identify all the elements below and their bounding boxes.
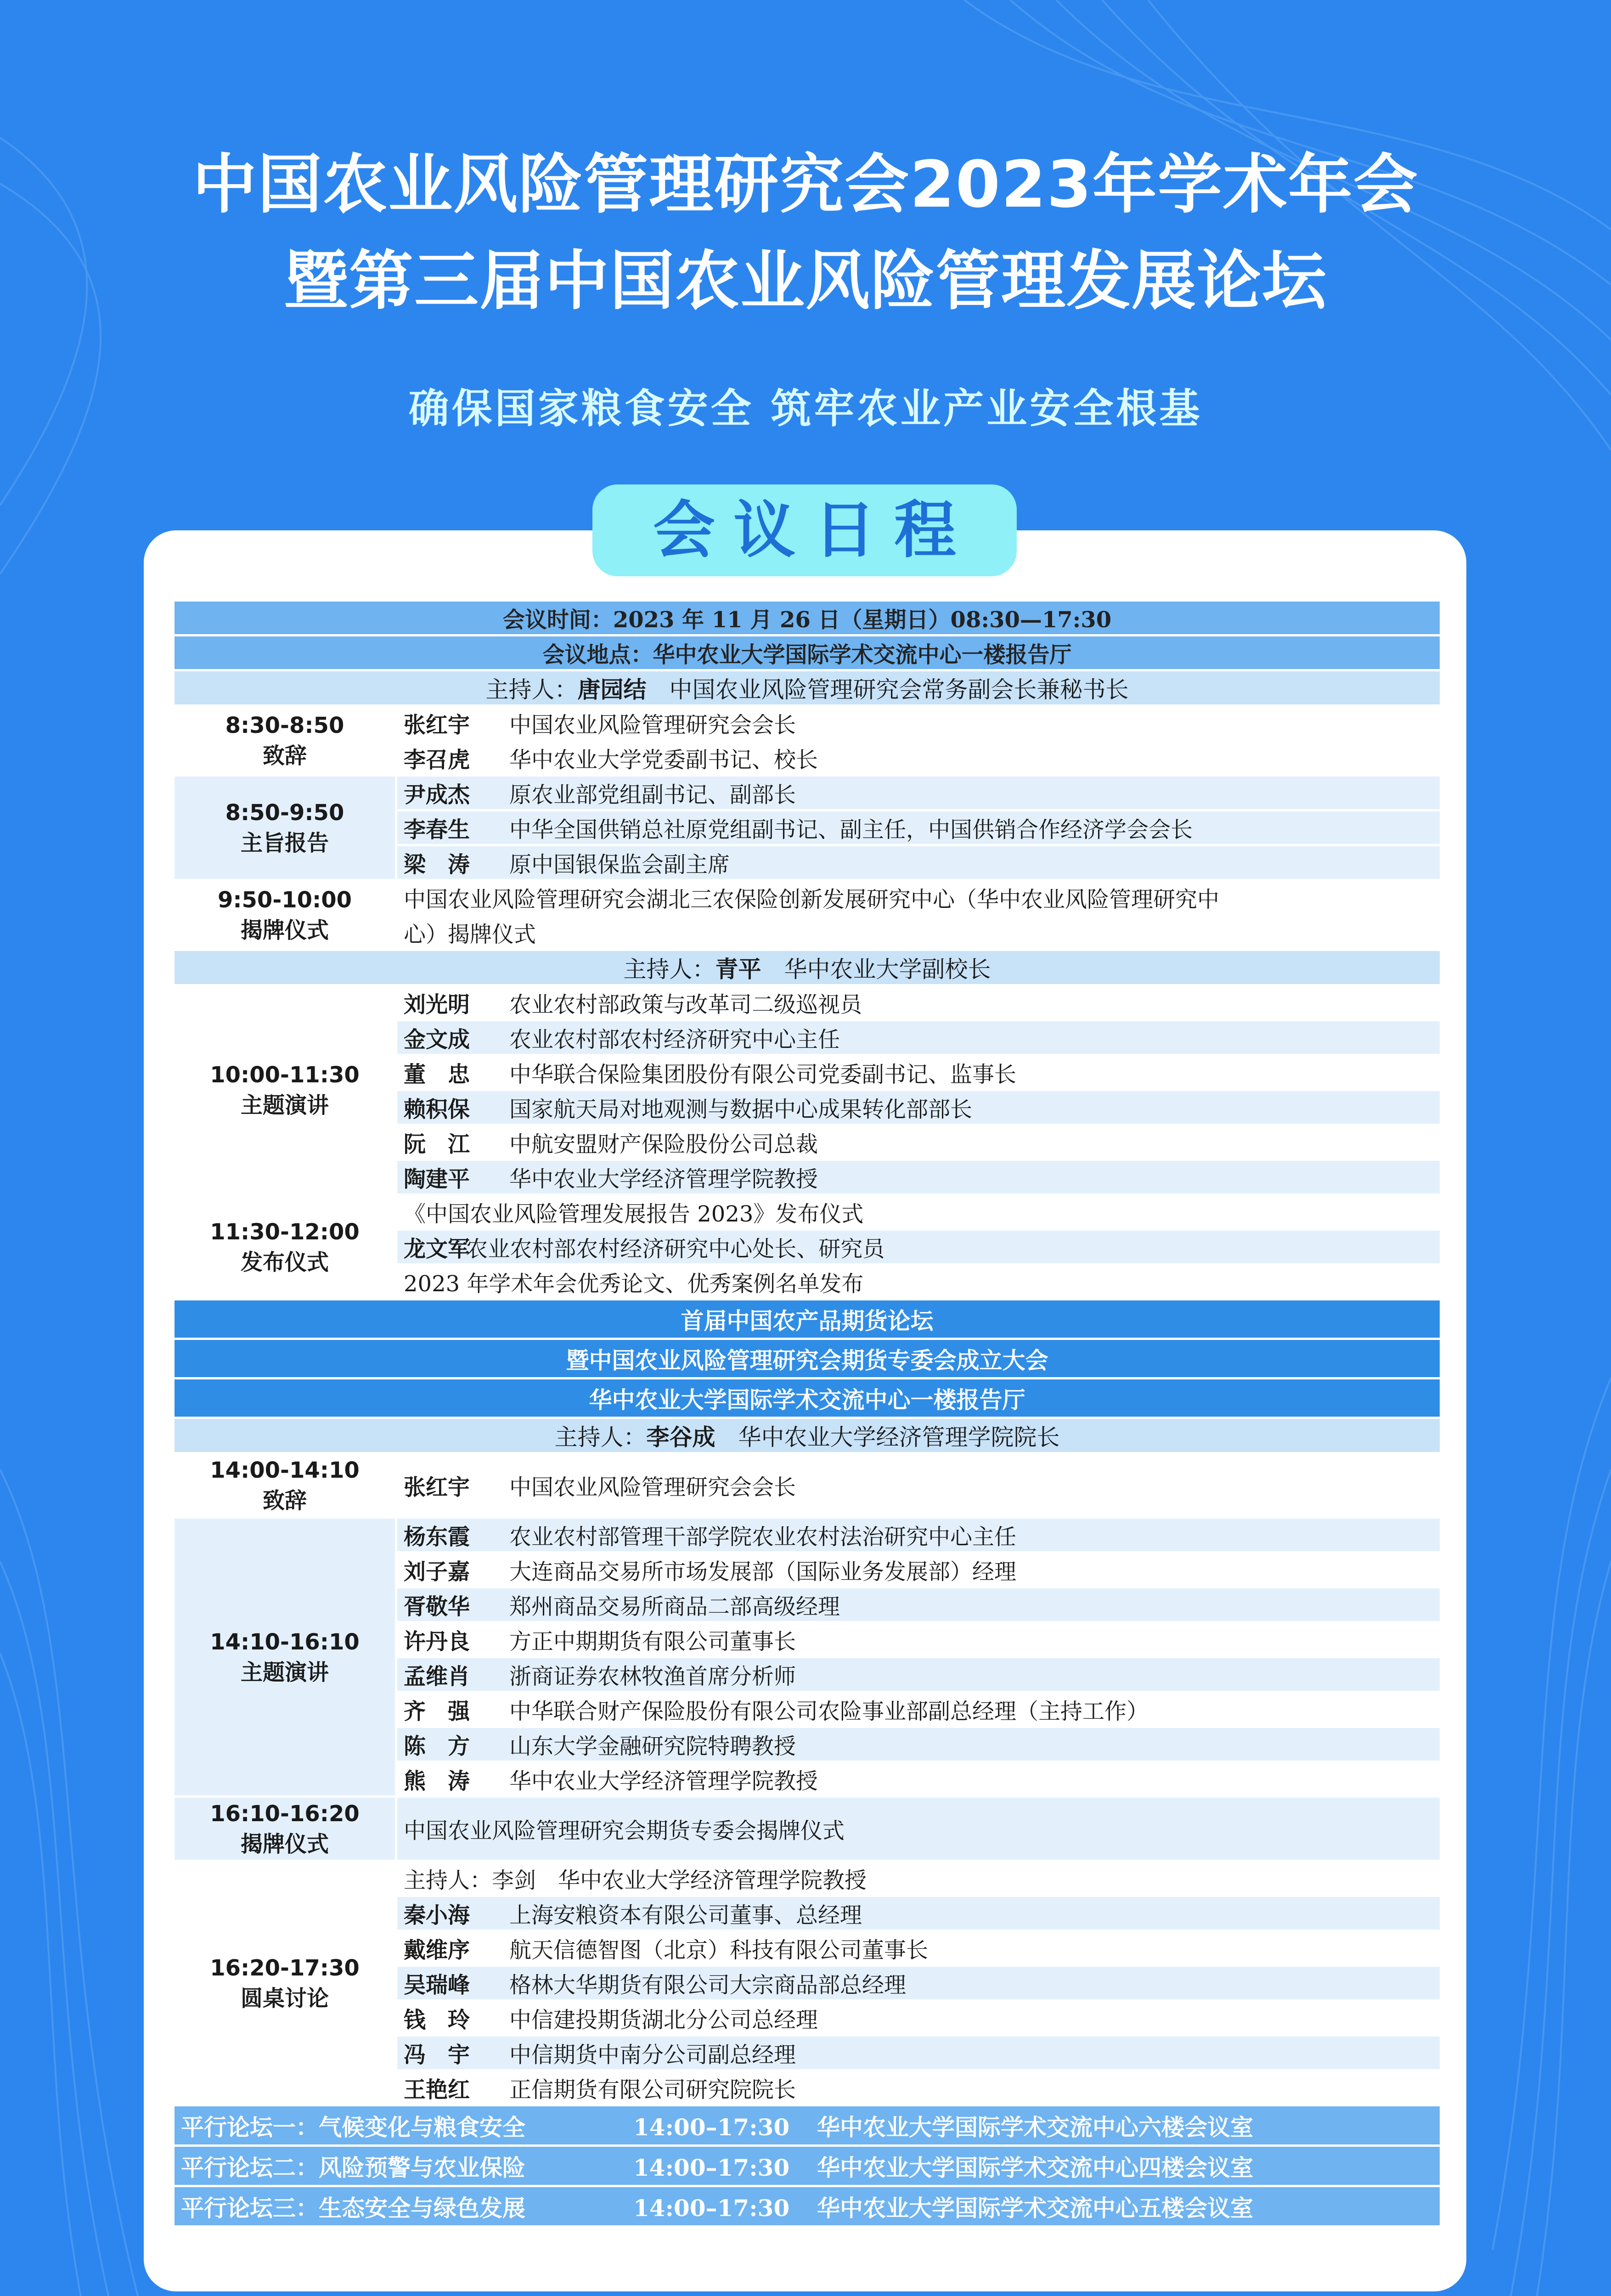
speaker-row: 戴维序 航天信德智图（北京）科技有限公司董事长: [396, 1931, 1441, 1966]
speaker-row: 尹成杰 原农业部党组副书记、副部长: [396, 776, 1441, 810]
forum-title-1: 首届中国农产品期货论坛: [174, 1300, 1441, 1339]
session-time: 11:30-12:00 发布仪式: [174, 1195, 396, 1300]
speaker-row: 杨东霞 农业农村部管理干部学院农业农村法治研究中心主任: [396, 1518, 1441, 1553]
ceremony-row: 心）揭牌仪式: [396, 915, 1441, 950]
speaker-row: 张红宇 中国农业风险管理研究会会长: [396, 1453, 1441, 1518]
ceremony-row: 中国农业风险管理研究会期货专委会揭牌仪式: [396, 1797, 1441, 1861]
speaker-row: 张红宇 中国农业风险管理研究会会长: [396, 706, 1441, 741]
speaker-row: 胥敬华 郑州商品交易所商品二部高级经理: [396, 1587, 1441, 1622]
session-time: 8:30-8:50 致辞: [174, 706, 396, 776]
speaker-row: 董 忠 中华联合保险集团股份有限公司党委副书记、监事长: [396, 1055, 1441, 1090]
speaker-row: 熊 涛 华中农业大学经济管理学院教授: [396, 1762, 1441, 1797]
session-time: 14:00-14:10 致辞: [174, 1453, 396, 1518]
meeting-venue: 会议地点：华中农业大学国际学术交流中心一楼报告厅: [174, 636, 1441, 670]
parallel-forum-1: 平行论坛一：气候变化与粮食安全 14:00–17:30 华中农业大学国际学术交流中心六楼会议室: [174, 2105, 1441, 2146]
speaker-row: 吴瑞峰 格林大华期货有限公司大宗商品部总经理: [396, 1966, 1441, 2001]
session-time: 14:10-16:10 主题演讲: [174, 1518, 396, 1797]
host-row-1: 主持人：唐园结 中国农业风险管理研究会常务副会长兼秘书长: [174, 670, 1441, 706]
speaker-row: 刘子嘉 大连商品交易所市场发展部（国际业务发展部）经理: [396, 1553, 1441, 1587]
speaker-row: 陶建平 华中农业大学经济管理学院教授: [396, 1160, 1441, 1195]
session-time: 16:20-17:30 圆桌讨论: [174, 1861, 396, 2105]
speaker-row: 梁 涛 原中国银保监会副主席: [396, 845, 1441, 880]
speaker-row: 秦小海 上海安粮资本有限公司董事、总经理: [396, 1896, 1441, 1931]
schedule-badge: 会议日程: [592, 484, 1017, 576]
speaker-row: 冯 宇 中信期货中南分公司副总经理: [396, 2036, 1441, 2071]
release-row: 龙文军 农业农村部农村经济研究中心处长、研究员: [396, 1230, 1441, 1265]
ceremony-row: 中国农业风险管理研究会湖北三农保险创新发展研究中心（华中农业风险管理研究中: [396, 880, 1441, 915]
title-line-2: 暨第三届中国农业风险管理发展论坛: [283, 244, 1327, 319]
schedule-table: [172, 599, 1442, 2228]
speaker-row: 李春生 中华全国供销总社原党组副书记、副主任，中国供销合作经济学会会长: [396, 810, 1441, 845]
session-time: 9:50-10:00 揭牌仪式: [174, 880, 396, 950]
session-time: 8:50-9:50 主旨报告: [174, 776, 396, 880]
theme-slogan: 确保国家粮食安全 筑牢农业产业安全根基: [408, 385, 1203, 432]
session-time: 16:10-16:20 揭牌仪式: [174, 1797, 396, 1861]
release-row: 2023 年学术年会优秀论文、优秀案例名单发布: [396, 1265, 1441, 1300]
parallel-forum-3: 平行论坛三：生态安全与绿色发展 14:00–17:30 华中农业大学国际学术交流中心五楼会议室: [174, 2186, 1441, 2227]
speaker-row: 孟维肖 浙商证券农林牧渔首席分析师: [396, 1657, 1441, 1692]
speaker-row: 齐 强 中华联合财产保险股份有限公司农险事业部副总经理（主持工作）: [396, 1692, 1441, 1727]
parallel-forum-2: 平行论坛二：风险预警与农业保险 14:00–17:30 华中农业大学国际学术交流中心四楼会议室: [174, 2146, 1441, 2186]
speaker-row: 李召虎 华中农业大学党委副书记、校长: [396, 741, 1441, 776]
speaker-row: 阮 江 中航安盟财产保险股份公司总裁: [396, 1125, 1441, 1160]
speaker-row: 王艳红 正信期货有限公司研究院院长: [396, 2071, 1441, 2105]
forum-venue: 华中农业大学国际学术交流中心一楼报告厅: [174, 1379, 1441, 1418]
host-row-3: 主持人：李谷成 华中农业大学经济管理学院院长: [174, 1418, 1441, 1453]
speaker-row: 钱 玲 中信建投期货湖北分公司总经理: [396, 2001, 1441, 2036]
speaker-row: 许丹良 方正中期期货有限公司董事长: [396, 1622, 1441, 1657]
host-row-2: 主持人：青平 华中农业大学副校长: [174, 950, 1441, 985]
title-line-1: 中国农业风险管理研究会2023年学术年会: [192, 147, 1419, 222]
speaker-row: 金文成 农业农村部农村经济研究中心主任: [396, 1020, 1441, 1055]
speaker-row: 赖积保 国家航天局对地观测与数据中心成果转化部部长: [396, 1090, 1441, 1125]
roundtable-host: 主持人：李剑 华中农业大学经济管理学院教授: [396, 1861, 1441, 1896]
session-time: 10:00-11:30 主题演讲: [174, 985, 396, 1195]
meeting-time: 会议时间：2023 年 11 月 26 日（星期日）08:30—17:30: [174, 601, 1441, 636]
forum-title-2: 暨中国农业风险管理研究会期货专委会成立大会: [174, 1339, 1441, 1379]
speaker-row: 陈 方 山东大学金融研究院特聘教授: [396, 1727, 1441, 1762]
speaker-row: 刘光明 农业农村部政策与改革司二级巡视员: [396, 985, 1441, 1020]
release-row: 《中国农业风险管理发展报告 2023》发布仪式: [396, 1195, 1441, 1230]
